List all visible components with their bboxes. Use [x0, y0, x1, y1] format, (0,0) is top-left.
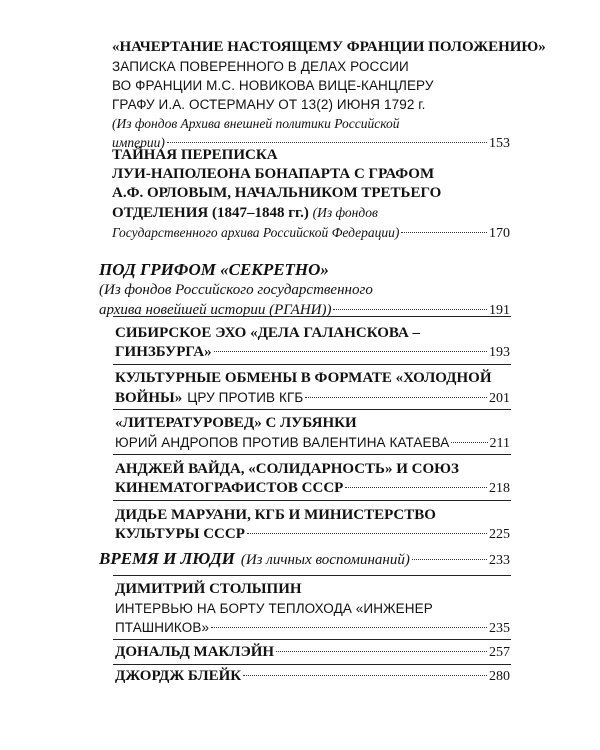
entry-leader-line [115, 525, 510, 544]
entry-title: ЛУИ-НАПОЛЕОНА БОНАПАРТА С ГРАФОМ [112, 166, 435, 182]
entry-title: ДЖОРДЖ БЛЕЙК [115, 668, 242, 684]
page-number: 225 [489, 527, 510, 542]
page-number: 191 [489, 303, 510, 318]
toc-entry-donald-maklein [115, 643, 510, 662]
dot-leader [451, 442, 487, 443]
entry-leader-line [112, 223, 510, 243]
entry-source-note: Государственного архива Российской Федерации) [112, 225, 400, 240]
entry-title: КУЛЬТУРНЫЕ ОБМЕНЫ В ФОРМАТЕ «ХОЛОДНОЙ [115, 370, 492, 386]
toc-entry-andzhey-vayda [115, 460, 510, 498]
toc-entry-nachertanie [112, 38, 546, 153]
page-number: 193 [489, 345, 510, 360]
entry-subtitle: ЮРИЙ АНДРОПОВ ПРОТИВ ВАЛЕНТИНА КАТАЕВА [115, 435, 450, 450]
page-number: 218 [489, 481, 510, 496]
divider [113, 500, 511, 501]
toc-entry-tainaya-perepiska [112, 146, 510, 243]
section-leader-line [99, 549, 510, 571]
section-time-and-people [99, 549, 510, 571]
dot-leader [243, 675, 487, 676]
entry-source-note: империи) [112, 135, 165, 150]
dot-leader [305, 397, 487, 398]
entry-title: «ЛИТЕРАТУРОВЕД» С ЛУБЯНКИ [115, 415, 357, 431]
entry-leader-line [115, 343, 510, 362]
dot-leader [333, 309, 487, 310]
dot-leader [211, 627, 487, 628]
entry-subtitle-line: ЗАПИСКА ПОВЕРЕННОГО В ДЕЛАХ РОССИИ [112, 59, 409, 74]
dot-leader [214, 351, 487, 352]
divider [113, 575, 511, 576]
toc-entry-dimitriy-stolypin [115, 580, 510, 638]
divider [113, 409, 511, 410]
section-source-note: (Из личных воспоминаний) [240, 552, 410, 568]
page-number: 280 [489, 669, 510, 684]
entry-title: ДИДЬЕ МАРУАНИ, КГБ И МИНИСТЕРСТВО [115, 507, 436, 523]
entry-subtitle-line: ГРАФУ И.А. ОСТЕРМАНУ ОТ 13(2) ИЮНЯ 1792 г. [112, 97, 426, 112]
page-number: 235 [489, 621, 510, 636]
entry-title: КУЛЬТУРЫ СССР [115, 526, 245, 542]
dot-leader [167, 142, 487, 143]
page-number: 170 [489, 226, 510, 241]
page-number: 257 [489, 645, 510, 660]
toc-entry-literaturoved [115, 414, 510, 453]
entry-leader-line [115, 479, 510, 498]
page-number: 233 [489, 553, 510, 568]
entry-title: КИНЕМАТОГРАФИСТОВ СССР [115, 480, 344, 496]
dot-leader [247, 533, 487, 534]
page-number: 201 [489, 391, 510, 406]
divider [113, 639, 511, 640]
entry-leader-line [115, 388, 510, 408]
entry-subtitle-line: ВО ФРАНЦИИ М.С. НОВИКОВА ВИЦЕ-КАНЦЛЕРУ [112, 78, 434, 93]
toc-entry-kulturnye-obmeny [115, 369, 510, 408]
dot-leader [412, 559, 487, 560]
divider [113, 664, 511, 665]
entry-title: ВОЙНЫ» [115, 390, 183, 406]
entry-leader-line [115, 667, 510, 686]
section-title: ВРЕМЯ И ЛЮДИ [99, 549, 235, 568]
entry-title: ДОНАЛЬД МАКЛЭЙН [115, 644, 275, 660]
dot-leader [345, 487, 487, 488]
entry-subtitle-line: ИНТЕРВЬЮ НА БОРТУ ТЕПЛОХОДА «ИНЖЕНЕР [115, 601, 433, 616]
entry-title: АНДЖЕЙ ВАЙДА, «СОЛИДАРНОСТЬ» И СОЮЗ [115, 461, 459, 477]
entry-title: «НАЧЕРТАНИЕ НАСТОЯЩЕМУ ФРАНЦИИ ПОЛОЖЕНИЮ» [112, 39, 546, 55]
toc-entry-didie-maruani [115, 506, 510, 544]
section-source-note: (Из фондов Российского государственного [99, 282, 373, 298]
entry-source-note: (Из фондов Архива внешней политики Российской [112, 116, 400, 131]
entry-title: ГИНЗБУРГА» [115, 344, 212, 360]
entry-title: ОТДЕЛЕНИЯ (1847–1848 гг.) [112, 205, 309, 221]
toc-entry-sibirskoe-eho [115, 324, 510, 362]
dot-leader [401, 232, 487, 233]
section-secret [99, 260, 510, 321]
dot-leader [276, 651, 487, 652]
entry-leader-line [115, 643, 510, 662]
page-number: 211 [489, 436, 510, 451]
entry-title: А.Ф. ОРЛОВЫМ, НАЧАЛЬНИКОМ ТРЕТЬЕГО [112, 185, 442, 201]
section-title: ПОД ГРИФОМ «СЕКРЕТНО» [99, 260, 329, 279]
section-leader-line [99, 300, 510, 321]
divider [113, 316, 511, 317]
divider [113, 364, 511, 365]
entry-leader-line [115, 433, 510, 453]
toc-entry-dzhordzh-bleik [115, 667, 510, 686]
entry-subtitle-line: ПТАШНИКОВ» [115, 620, 210, 635]
entry-subtitle: ЦРУ ПРОТИВ КГБ [187, 390, 304, 405]
entry-title: СИБИРСКОЕ ЭХО «ДЕЛА ГАЛАНСКОВА – [115, 325, 421, 341]
divider [113, 454, 511, 455]
entry-source-note: (Из фондов [312, 205, 378, 220]
entry-leader-line [115, 618, 510, 638]
entry-title: ТАЙНАЯ ПЕРЕПИСКА [112, 147, 278, 163]
entry-title: ДИМИТРИЙ СТОЛЫПИН [115, 581, 302, 597]
page-number: 153 [489, 136, 510, 151]
section-source-note: архива новейшей истории (РГАНИ)) [99, 302, 332, 318]
